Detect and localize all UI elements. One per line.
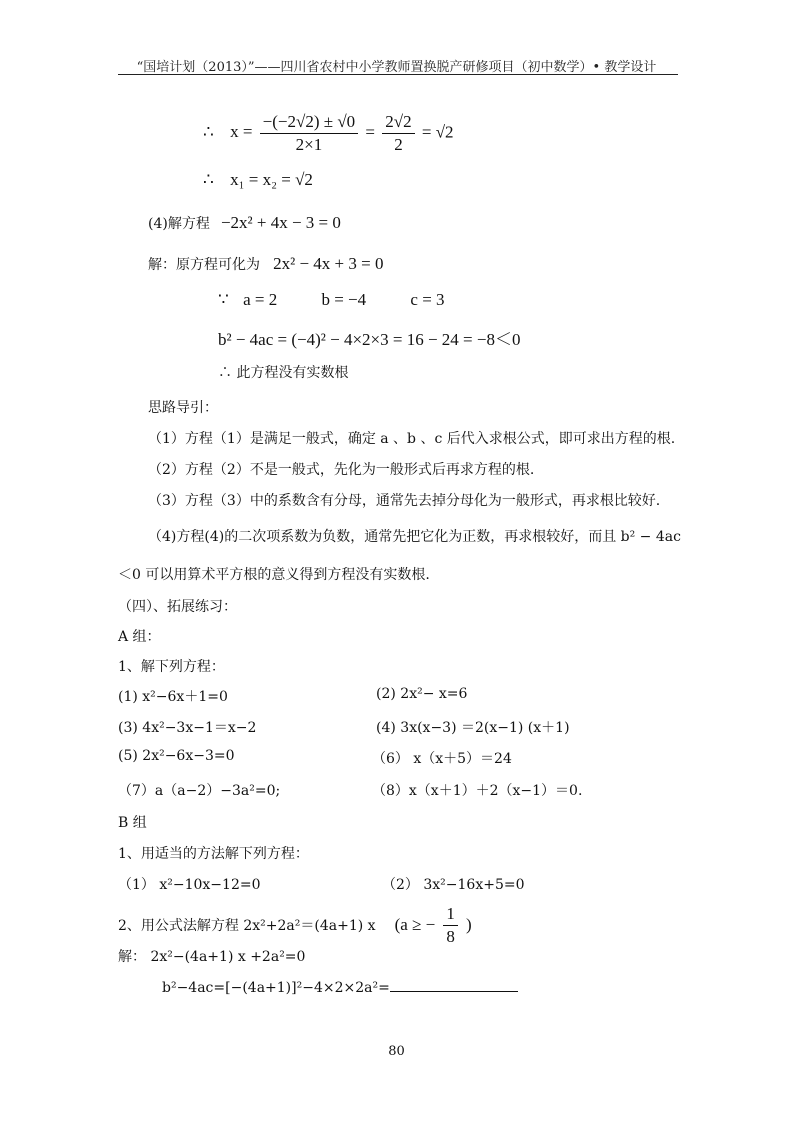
group-b-question-1: 1、用适当的方法解下列方程： (118, 846, 309, 862)
problem-4-label: (4)解方程 (148, 216, 210, 232)
formula-line (203, 112, 454, 155)
condition-denominator: 8 (446, 927, 455, 946)
coefficients-line (218, 290, 445, 310)
coefficient-a: a = 2 (243, 290, 278, 309)
exercise-a1: (1) x²−6x＋1=0 (118, 689, 228, 705)
exercise-b1: （1） x²−10x−12=0 (118, 877, 261, 893)
because-symbol: ∵ (218, 290, 229, 309)
guide-line-4b: ＜0 可以用算术平方根的意义得到方程没有实数根. (118, 567, 430, 583)
group-b-title: B 组 (118, 815, 147, 831)
condition-numerator: 1 (443, 904, 458, 926)
exercise-b2: （2） 3x²−16x+5=0 (382, 877, 525, 893)
guide-title: 思路导引： (148, 400, 218, 416)
roots-line (203, 170, 313, 190)
group-b-solution-2-text: b²−4ac=[−(4a+1)]²−4×2×2a²= (162, 980, 390, 996)
fraction-2-numerator: 2√2 (382, 112, 414, 134)
group-a-title: A 组： (118, 629, 161, 645)
fraction-2-denominator: 2 (394, 135, 403, 154)
page-number: 80 (388, 1044, 405, 1059)
answer-blank[interactable] (390, 977, 518, 992)
roots-value: x₁ = x₂ = √2 (230, 170, 313, 189)
condition-suffix: ) (465, 915, 472, 934)
guide-line-2: （2）方程（2）不是一般式，先化为一般形式后再求方程的根. (148, 462, 535, 478)
x-variable: x = (230, 122, 253, 142)
group-a-question-1: 1、解下列方程： (118, 659, 225, 675)
no-root-conclusion: ∴ 此方程没有实数根 (218, 365, 349, 381)
group-b-question-2-text: 2、用公式法解方程 2x²+2a²＝(4a+1) x (118, 918, 376, 934)
solution-4-equation: 2x² − 4x + 3 = 0 (273, 254, 384, 273)
exercise-a3: (3) 4x²−3x−1＝x−2 (118, 720, 257, 736)
discriminant-line: b² − 4ac = (−4)² − 4×2×3 = 16 − 24 = −8＜0 (218, 330, 521, 349)
exercise-a2: (2) 2x²− x=6 (376, 686, 468, 702)
fraction-1-numerator: −(−2√2) ± √0 (260, 112, 359, 134)
therefore-symbol: ∴ (203, 122, 214, 142)
equals-sign: = (365, 122, 376, 142)
problem-4-equation: −2x² + 4x − 3 = 0 (220, 213, 341, 232)
condition-fraction (443, 904, 458, 947)
coefficient-b: b = −4 (321, 290, 367, 309)
exercise-a7: （7）a（a−2）−3a²=0; (118, 783, 281, 799)
coefficient-c: c = 3 (410, 290, 445, 309)
condition-prefix: (a ≥ − (394, 915, 436, 934)
exercise-a6: （6） x（x＋5）＝24 (372, 751, 512, 767)
group-b-question-2 (118, 904, 472, 947)
formula-result: = √2 (421, 122, 454, 142)
solution-4 (148, 254, 383, 274)
fraction-1 (260, 112, 359, 155)
guide-line-3: （3）方程（3）中的系数含有分母，通常先去掉分母化为一般形式，再求根比较好. (148, 493, 661, 509)
guide-line-1: （1）方程（1）是满足一般式，确定 a 、b 、c 后代入求根公式，即可求出方程的根. (148, 431, 676, 447)
exercise-a8: （8）x（x＋1）＋2（x−1）＝0. (372, 783, 583, 799)
group-b-solution-2 (162, 977, 518, 996)
problem-4 (148, 213, 341, 233)
exercise-a5: (5) 2x²−6x−3=0 (118, 748, 235, 764)
group-b-solution-1: 解： 2x²−(4a+1) x +2a²=0 (118, 949, 306, 965)
therefore-symbol-2: ∴ (203, 170, 214, 189)
fraction-1-denominator: 2×1 (295, 135, 323, 154)
fraction-2 (382, 112, 414, 155)
header-rule (118, 74, 678, 75)
page-header: “国培计划（2013）”——四川省农村中小学教师置换脱产研修项目（初中数学）• 教学设计 (136, 60, 657, 75)
solution-4-label: 解：原方程可化为 (148, 257, 260, 273)
exercise-a4: (4) 3x(x−3) ＝2(x−1) (x＋1) (376, 720, 570, 736)
practice-title: （四）、拓展练习： (118, 599, 237, 615)
guide-line-4a: （4)方程(4)的二次项系数为负数，通常先把它化为正数，再求根较好，而且 b² − 4ac (148, 529, 681, 545)
